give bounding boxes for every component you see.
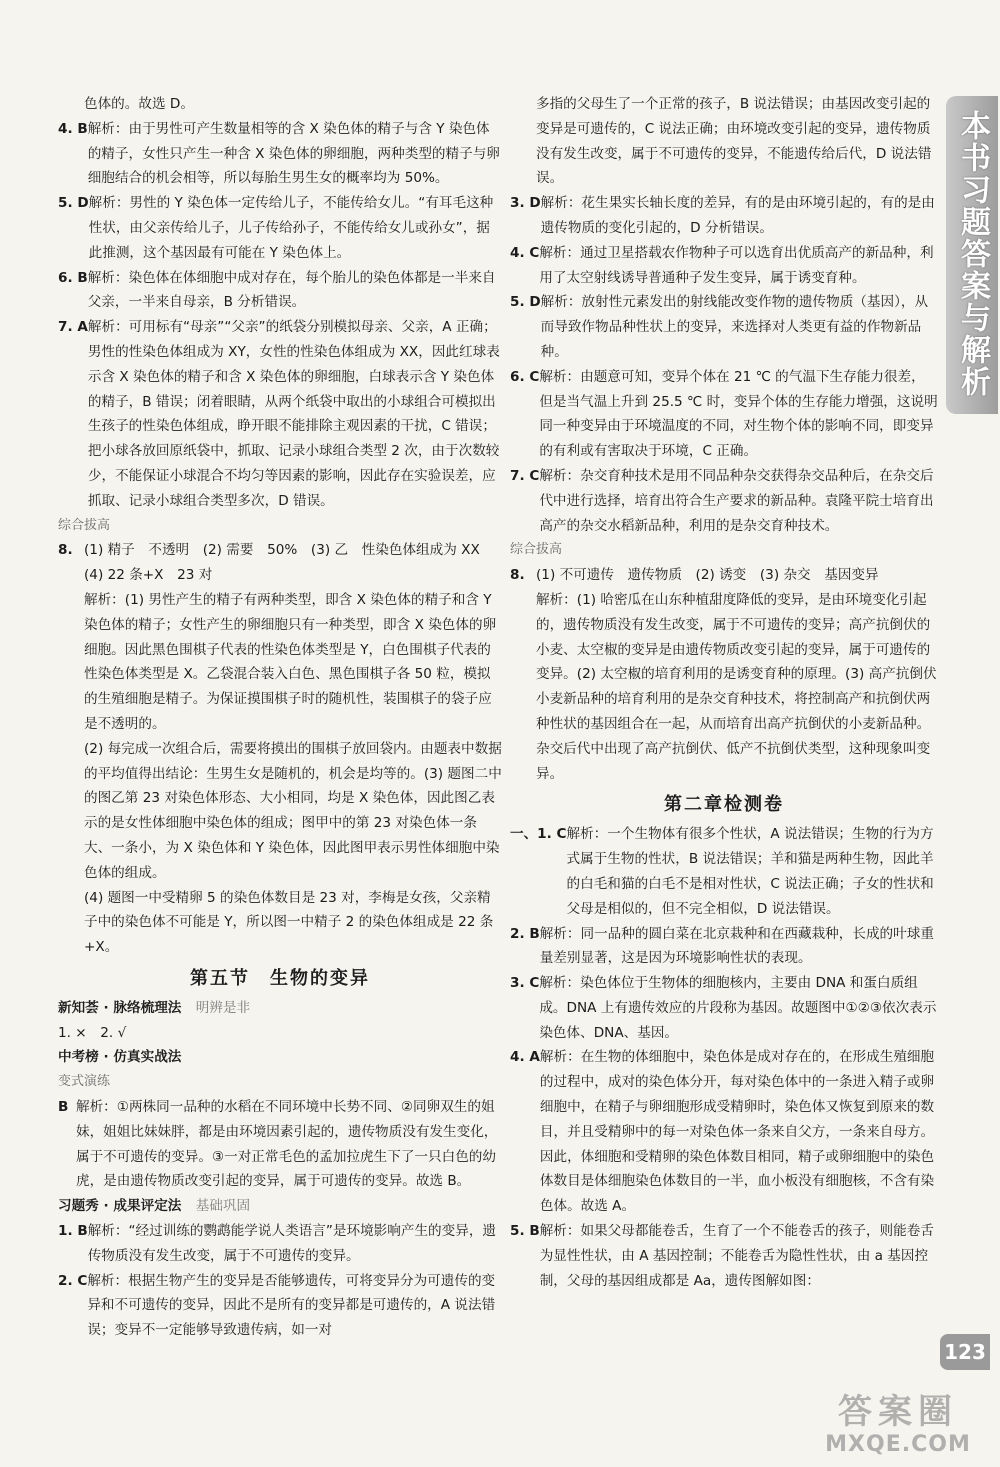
answer-number: 6. C — [510, 368, 540, 385]
answer-number: 8. — [510, 567, 525, 584]
answer-item — [510, 1045, 938, 1219]
answer-explanation: 解析：花生果实长轴长度的差异，有的是由环境引起的，有的是由遗传物质的变化引起的，D 分析错误。 — [540, 195, 935, 236]
answer-explanation: 解析：放射性元素发出的射线能改变作物的遗传物质（基因），从而导致作物品种性状上的变异，来选择对人类更有益的作物新品种。 — [540, 294, 929, 360]
answer-explanation: 解析：由题意可知，变异个体在 21 ℃ 的气温下生存能力很差，但是当气温上升到 25.5 ℃ 时，变异个体的生存能力增强，这说明同一种变异由于环境温度的不同，对生物个体的影响不同，即变异的有利或有害取决于环境，C 正确。 — [539, 368, 938, 460]
answer-explanation: 解析：通过卫星搭载农作物种子可以选育出优质高产的新品种，利用了太空射线诱导普通种子发生变异，属于诱变育种。 — [539, 244, 934, 286]
answer-explanation: 解析：染色体位于生物体的细胞核内，主要由 DNA 和蛋白质组成。DNA 上有遗传效应的片段称为基因。故题图中①②③依次表示染色体、DNA、基因。 — [539, 975, 937, 1041]
answer-item — [510, 971, 938, 1045]
answer-number: 2. B — [510, 925, 540, 942]
answer-number: 3. C — [510, 975, 540, 992]
answer-line: 1. × 2. √ — [58, 1024, 127, 1041]
section-title — [58, 964, 502, 994]
answer-explanation: 解析：杂交育种技术是用不同品种杂交获得杂交品种后，在杂交后代中进行选择，培育出符合生产要求的新品种。袁隆平院士培育出高产的杂交水稻新品种，利用的是杂交育种技术。 — [539, 467, 934, 534]
side-tab-label: 本书习题答案与解析 — [955, 110, 990, 398]
answer-item — [510, 365, 938, 464]
answer-explanation: 解析：(1) 男性产生的精子有两种类型，即含 X 染色体的精子和含 Y 染色体的精子；女性产生的卵细胞只有一种类型，即含 X 染色体的卵细胞。因此黑色围棋子代表的性染色体类型是 Y，白色围棋子代表的性染色体类型是 X。乙袋混合装入白色、黑色围棋子各 50 粒，模拟的生殖细胞是精子。为保证摸围棋子时的随机性，装围棋子的袋子应是不透明的。 — [84, 591, 497, 732]
answer-explanation: 解析：同一品种的圆白菜在北京栽种和在西藏栽种，长成的叶球重量差别显著，这是因为环境影响性状的表现。 — [539, 925, 934, 967]
answer-explanation: 解析：可用标有“母亲”“父亲”的纸袋分别模拟母亲、父亲，A 正确；男性的性染色体组成为 XY，女性的性染色体组成为 XX，因此红球表示含 X 染色体的精子和含 X 染色体的卵细胞，白球表示含 Y 染色体的精子，B 错误；闭着眼睛，从两个纸袋中取出的小球组合可模拟出生孩子的性染色体组成，睁开眼不能排除主观因素的干扰，C 错误；把小球各放回原纸袋中，抓取、记录小球组合类型 2 次，由于次数较少，不能保证小球混合不均匀等因素的影响，因此存在实验误差，应抓取、记录小球组合类型多次，D 错误。 — [87, 319, 500, 509]
heading-row — [58, 996, 502, 1021]
answer-item — [58, 1269, 502, 1343]
answer-number: 4. C — [510, 244, 540, 261]
answer-explanation: 解析：如果父母都能卷舌，生育了一个不能卷舌的孩子，则能卷舌为显性性状，由 A 基因控制；不能卷舌为隐性性状，由 a 基因控制，父母的基因组成都是 Aa，遗传图解如图： — [539, 1223, 934, 1289]
heading: 中考榜 · 仿真实战法 — [58, 1049, 182, 1066]
answer-number: 2. C — [58, 1272, 88, 1289]
right-column — [510, 92, 938, 1293]
chapter-title: 第二章检测卷 — [664, 794, 784, 816]
answer-text: (1) 不可遗传 遗传物质 (2) 诱变 (3) 杂交 基因变异 — [536, 567, 879, 584]
answer-explanation: 解析：根据生物产生的变异是否能够遗传，可将变异分为可遗传的变异和不可遗传的变异，因此不是所有的变异都是可遗传的，A 说法错误；变异不一定能够导致遗传病，如一对 — [87, 1272, 496, 1339]
answer-number: 7. A — [58, 319, 88, 336]
answer-number: 一、1. C — [510, 826, 567, 843]
answer-number: 8. — [58, 542, 73, 559]
answer-number: B — [58, 1099, 69, 1116]
answer-item — [58, 191, 502, 265]
answer-number: 5. D — [510, 294, 541, 311]
answer-explanation: 解析：“经过训练的鹦鹉能学说人类语言”是环境影响产生的变异，遗传物质没有发生改变，属于不可遗传的变异。 — [87, 1223, 497, 1264]
left-column — [58, 92, 502, 1343]
continued-answer: 多指的父母生了一个正常的孩子，B 说法错误；由基因改变引起的变异是可遗传的，C 说法正确；由环境改变引起的变异，遗传物质没有发生改变，属于不可遗传的变异，不能遗传给后代，D 说法错误。 — [536, 96, 932, 187]
answer-number: 3. D — [510, 195, 541, 212]
answer-explanation: 解析：(1) 哈密瓜在山东种植甜度降低的变异，是由环境变化引起的，遗传物质没有发生改变，属于不可遗传的变异；高产抗倒伏的小麦、太空椒的变异是由遗传物质改变引起的变异，属于可遗传的变异。(2) 太空椒的培育利用的是诱变育种的原理。(3) 高产抗倒伏小麦新品种的培育利用的是杂交育种技术，将控制高产和抗倒伏两种性状的基因组合在一起，从而培育出高产抗倒伏的小麦新品种。杂交后代中出现了高产抗倒伏、低产不抗倒伏类型，这种现象叫变异。 — [536, 591, 937, 782]
answer-item — [510, 464, 938, 538]
answer-number: 4. B — [58, 120, 88, 137]
answer-item — [58, 538, 502, 588]
section-number: 第五节 — [190, 967, 250, 989]
answer-item — [510, 191, 938, 241]
watermark-cn: 答案圈 — [838, 1392, 958, 1432]
section-name: 生物的变异 — [270, 967, 370, 989]
answer-explanation: 解析：由于男性可产生数量相等的含 X 染色体的精子与含 Y 染色体的精子，女性只产生一种含 X 染色体的卵细胞，两种类型的精子与卵细胞结合的机会相等，所以每胎生男生女的概率均为 50%。 — [87, 120, 500, 187]
answer-explanation: (2) 每完成一次组合后，需要将摸出的围棋子放回袋内。由题表中数据的平均值得出结论：生男生女是随机的，机会是均等的。(3) 题图二中的图乙第 23 对染色体形态、大小相同，均是 X 染色体，因此图乙表示的是女性体细胞中染色体的组成；图甲中的第 23 对染色体一条大、一条小，为 X 染色体和 Y 染色体，因此图甲表示男性体细胞中染色体的组成。 — [84, 740, 502, 881]
watermark-en: MXQE.COM — [825, 1432, 971, 1457]
watermark-logo — [800, 1392, 996, 1462]
answer-explanation: 解析：男性的 Y 染色体一定传给儿子，不能传给女儿。“有耳毛这种性状，由父亲传给儿子，儿子传给孙子，不能传给女儿或孙女”，据此推测，这个基因最有可能在 Y 染色体上。 — [88, 195, 494, 261]
answer-number: 7. C — [510, 467, 540, 484]
answer-number: 6. B — [58, 269, 88, 286]
answer-number: 4. A — [510, 1049, 540, 1066]
continued-answer: 色体的。故选 D。 — [84, 96, 194, 112]
answer-item — [58, 315, 502, 513]
answer-item — [58, 1095, 502, 1194]
answer-explanation: (4) 题图一中受精卵 5 的染色体数目是 23 对，李梅是女孩，父亲精子中的染色体不可能是 Y，所以图一中精子 2 的染色体组成是 22 条+X。 — [84, 889, 494, 956]
answer-item — [510, 563, 938, 588]
answer-explanation: 解析：染色体在体细胞中成对存在，每个胎儿的染色体都是一半来自父亲，一半来自母亲，B 分析错误。 — [87, 269, 496, 311]
heading-row — [58, 1045, 502, 1070]
answer-number: 5. D — [58, 195, 89, 212]
answer-item — [510, 1219, 938, 1293]
subsection-label: 综合拔高 — [510, 542, 563, 558]
answer-item — [58, 117, 502, 191]
answer-item — [510, 241, 938, 291]
answer-item — [510, 290, 938, 364]
subsection-label: 变式演练 — [58, 1074, 111, 1090]
heading-sub: 明辨是非 — [195, 999, 251, 1016]
heading-sub: 基础巩固 — [195, 1198, 251, 1215]
answer-text: (1) 精子 不透明 (2) 需要 50% (3) 乙 性染色体组成为 XX (4) 22 条+X 23 对 — [84, 542, 494, 584]
answer-number: 5. B — [510, 1223, 540, 1240]
heading-row — [58, 1194, 502, 1219]
answer-explanation: 解析：一个生物体有很多个性状，A 说法错误；生物的行为方式属于生物的性状，B 说法错误；羊和猫是两种生物，因此羊的白毛和猫的白毛不是相对性状，C 说法正确；子女的性状和父母是相似的，但不完全相似，D 说法错误。 — [566, 826, 934, 917]
answer-item — [510, 822, 938, 921]
page-number: 123 — [940, 1334, 990, 1370]
heading: 习题秀 · 成果评定法 — [58, 1198, 182, 1215]
answer-item — [58, 1219, 502, 1269]
answer-item — [510, 922, 938, 972]
answer-explanation: 解析：①两株同一品种的水稻在不同环境中长势不同、②同卵双生的姐妹，姐姐比妹妹胖，都是由环境因素引起的，遗传物质没有发生变化，属于不可遗传的变异。③一对正常毛色的孟加拉虎生下了一只白色的幼虎，是由遗传物质改变引起的变异，属于可遗传的变异。故选 B。 — [76, 1099, 498, 1190]
subsection-label: 综合拔高 — [58, 517, 111, 533]
heading: 新知荟 · 脉络梳理法 — [58, 999, 182, 1016]
answer-number: 1. B — [58, 1223, 88, 1240]
answer-item — [58, 266, 502, 316]
side-tab — [946, 96, 998, 414]
answer-explanation: 解析：在生物的体细胞中，染色体是成对存在的，在形成生殖细胞的过程中，成对的染色体分开，每对染色体中的一条进入精子或卵细胞中，在精子与卵细胞形成受精卵时，染色体又恢复到原来的数目，并且受精卵中的每一对染色体一条来自父方，一条来自母方。因此，体细胞和受精卵的染色体数目相同，精子或卵细胞中的染色体数目是体细胞染色体数目的一半，血小板没有细胞核，不含有染色体。故选 A。 — [539, 1049, 935, 1215]
